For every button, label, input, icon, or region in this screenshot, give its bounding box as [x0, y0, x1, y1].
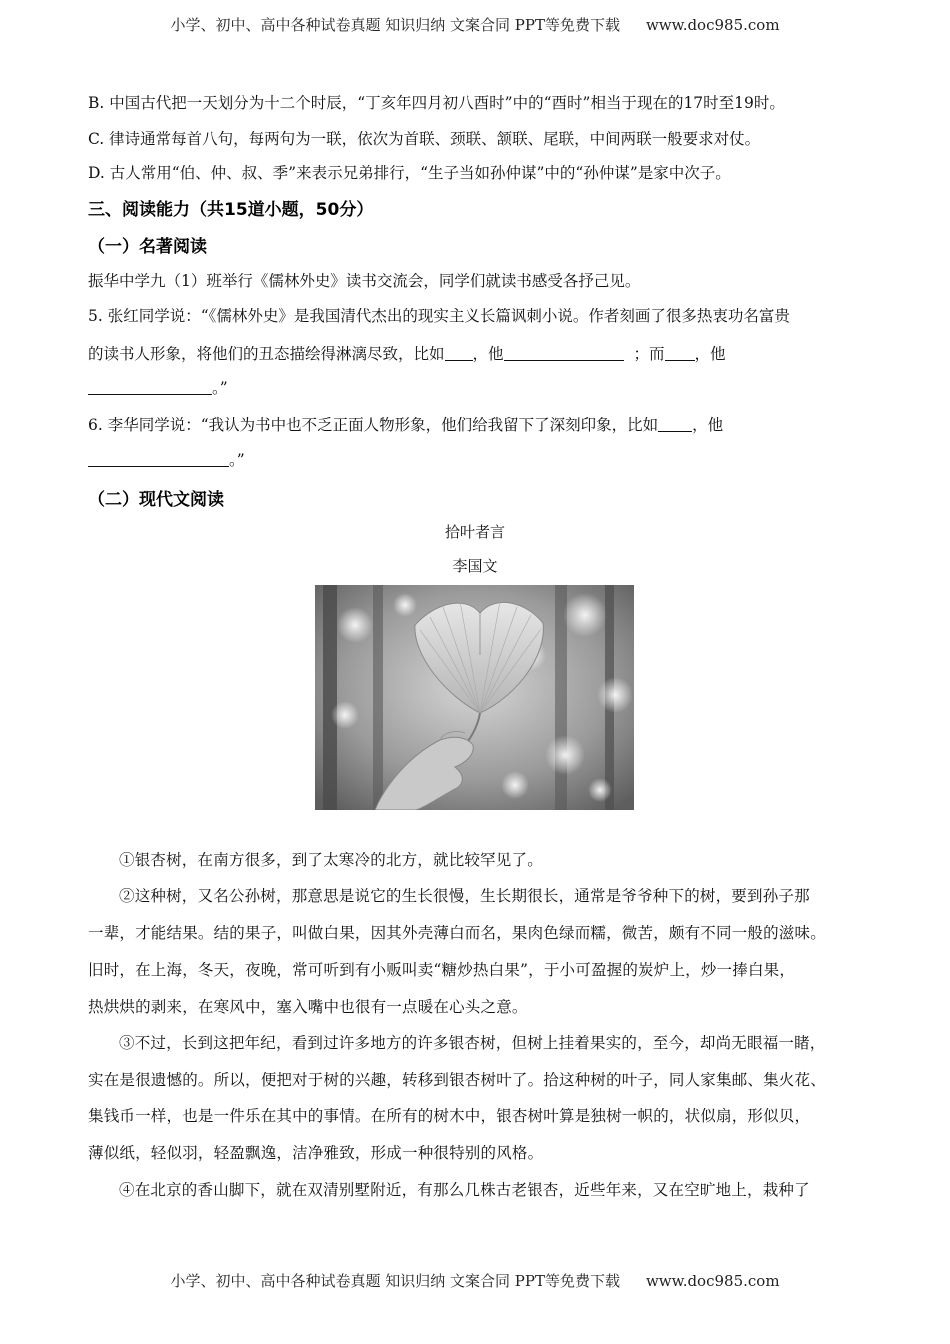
footer-site-link[interactable]: www.doc985.com: [645, 1272, 780, 1290]
question-6-line-2: [88, 448, 245, 470]
article-paragraph-2-line-4: 热烘烘的剥来，在寒风中，塞入嘴中也很有一点暖在心头之意。: [88, 998, 528, 1016]
article-title: 拾叶者言: [444, 523, 505, 541]
article-author: 李国文: [452, 557, 498, 575]
ginkgo-leaf-photo: [315, 585, 634, 810]
article-paragraph-2-line-2: 一辈，才能结果。结的果子，叫做白果，因其外壳薄白而名，果肉色绿而糯，微苦，颇有不同一般的滋味。: [88, 924, 826, 942]
section-title: 三、阅读能力（共15道小题，50分）: [88, 200, 374, 220]
q6-blank-1[interactable]: [658, 415, 692, 432]
option-b: B. 中国古代把一天划分为十二个时辰，“丁亥年四月初八酉时”中的“酉时”相当于现在的17时至19时。: [88, 94, 785, 112]
q5-blank-2[interactable]: [504, 344, 624, 361]
p2-l1-text: ②这种树，又名公孙树，那意思是说它的生长很慢，生长期很长，通常是爷爷种下的树，要到孙子那: [119, 887, 810, 905]
option-d: D. 古人常用“伯、仲、叔、季”来表示兄弟排行，“生子当如孙仲谋”中的“孙仲谋”是家中次子。: [88, 164, 731, 182]
article-paragraph-1: [88, 848, 864, 870]
q5-blank-1[interactable]: [445, 344, 473, 361]
header-text: 小学、初中、高中各种试卷真题 知识归纳 文案合同 PPT等免费下载: [170, 16, 620, 34]
q5-text-a: 的读书人形象，将他们的丑态描绘得淋漓尽致，比如: [88, 345, 445, 363]
q5-blank-3[interactable]: [665, 344, 695, 361]
article-paragraph-2-line-3: 旧时，在上海，冬天，夜晚，常可听到有小贩叫卖“糖炒热白果”，于小可盈握的炭炉上，炒一捧白果，: [88, 961, 796, 979]
q5-text-b: ，他: [472, 345, 504, 363]
footer-text: 小学、初中、高中各种试卷真题 知识归纳 文案合同 PPT等免费下载: [170, 1272, 620, 1290]
p4-l1-text: ④在北京的香山脚下，就在双清别墅附近，有那么几株古老银杏，近些年来，又在空旷地上，栽种了: [119, 1181, 810, 1199]
header-site-link[interactable]: www.doc985.com: [645, 16, 780, 34]
question-6-line-1: [88, 413, 723, 435]
article-paragraph-3-line-3: 集钱币一样，也是一件乐在其中的事情。在所有的树木中，银杏树叶算是独树一帜的，状似扇，形似贝，: [88, 1107, 811, 1125]
p1-text: ①银杏树，在南方很多，到了太寒冷的北方，就比较罕见了。: [119, 851, 543, 869]
q6-text-b: ，他: [692, 416, 724, 434]
part1-title: （一）名著阅读: [88, 237, 207, 257]
q6-end: 。”: [229, 451, 245, 469]
p3-l1-text: ③不过，长到这把年纪，看到过许多地方的许多银杏树，但树上挂着果实的，至今，却尚无眼福一睹，: [119, 1034, 826, 1052]
page-footer: [0, 1270, 950, 1291]
article-paragraph-2-line-1: [88, 884, 864, 906]
q5-blank-4[interactable]: [88, 378, 212, 395]
intro-text: 振华中学九（1）班举行《儒林外史》读书交流会，同学们就读书感受各抒己见。: [88, 272, 641, 290]
part2-title: （二）现代文阅读: [88, 490, 224, 510]
q5-text-c: ；而: [633, 345, 665, 363]
q5-text-d: ，他: [694, 345, 726, 363]
article-paragraph-3-line-2: 实在是很遗憾的。所以，便把对于树的兴趣，转移到银杏树叶了。拾这种树的叶子，同人家集邮、集火花、: [88, 1071, 826, 1089]
q6-blank-2[interactable]: [88, 450, 229, 467]
option-c: C. 律诗通常每首八句，每两句为一联，依次为首联、颈联、颔联、尾联，中间两联一般要求对仗。: [88, 130, 761, 148]
q5-end: 。”: [212, 379, 228, 397]
article-paragraph-3-line-1: [88, 1031, 864, 1053]
article-paragraph-4-line-1: [88, 1178, 864, 1200]
question-5-line-2: [88, 342, 726, 364]
question-5-line-1: 5. 张红同学说：“《儒林外史》是我国清代杰出的现实主义长篇讽刺小说。作者刻画了很多热衷功名富贵: [88, 307, 790, 325]
q6-text-a: 6. 李华同学说：“我认为书中也不乏正面人物形象，他们给我留下了深刻印象，比如: [88, 416, 659, 434]
question-5-line-3: [88, 376, 228, 398]
page-header: [0, 14, 950, 35]
article-paragraph-3-line-4: 薄似纸，轻似羽，轻盈飘逸，洁净雅致，形成一种很特别的风格。: [88, 1144, 544, 1162]
